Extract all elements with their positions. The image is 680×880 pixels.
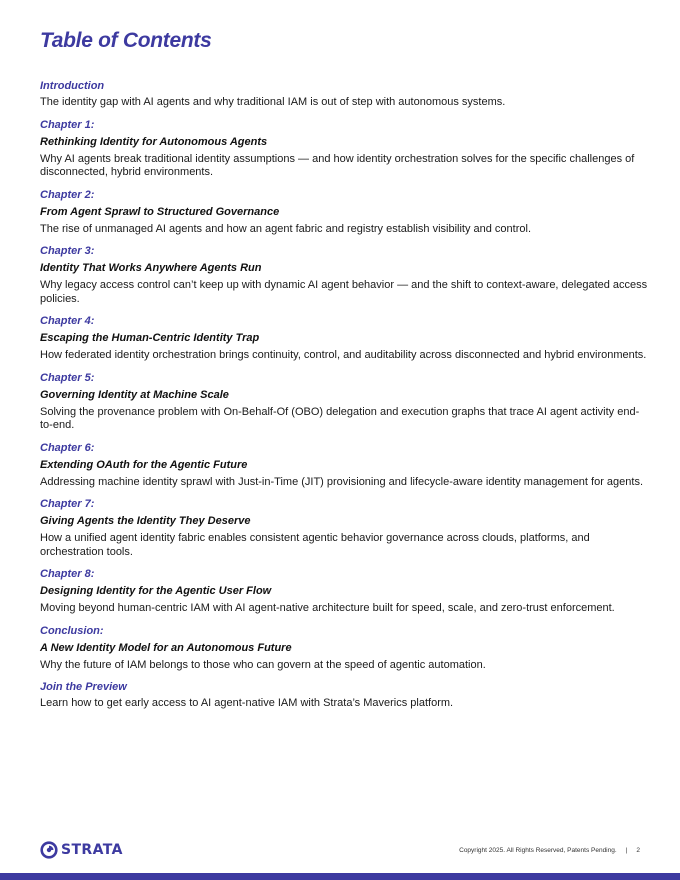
strata-logo [40, 840, 123, 860]
toc-entry-chapter-2 [40, 188, 650, 237]
footer-meta [459, 847, 640, 854]
toc-entry-heading: Identity That Works Anywhere Agents Run [40, 262, 262, 274]
toc-entry-description: The rise of unmanaged AI agents and how an agent fabric and registry establish visibility and control. [40, 222, 532, 235]
toc-entry-heading: A New Identity Model for an Autonomous Future [40, 641, 292, 654]
toc-entry-description: How federated identity orchestration brings continuity, control, and auditability across disconnected and hybrid environments. [40, 349, 647, 361]
toc-entry-chapter-6 [40, 441, 650, 490]
toc-entry-label: Chapter 3: [40, 245, 95, 257]
copyright-text: Copyright 2025. All Rights Reserved, Patents Pending. [459, 847, 617, 854]
toc-entry-description: Why the future of IAM belongs to those who can govern at the speed of agentic automation. [40, 658, 486, 671]
toc-entry-chapter-1 [40, 118, 650, 180]
toc-entry-description: Addressing machine identity sprawl with Just-in-Time (JIT) provisioning and lifecycle-aware identity management for agents. [40, 475, 644, 488]
toc-entry-label: Chapter 7: [40, 498, 95, 510]
toc-entry-description: How a unified agent identity fabric enables consistent agentic behavior governance across clouds, platforms, and orchestration tools. [40, 532, 590, 558]
toc-entry-chapter-7 [40, 497, 650, 559]
toc-entry-heading: Extending OAuth for the Agentic Future [40, 458, 248, 471]
toc-entry-label: Chapter 8: [40, 568, 95, 580]
toc-entry-heading: From Agent Sprawl to Structured Governance [40, 205, 280, 218]
toc-entry-description: Moving beyond human-centric IAM with AI agent-native architecture built for speed, scale, and zero-trust enforcement. [40, 602, 615, 614]
toc-entry-label: Chapter 6: [40, 441, 95, 454]
toc-entry-heading: Rethinking Identity for Autonomous Agents [40, 135, 268, 148]
toc-entry-label: Chapter 4: [40, 315, 95, 327]
toc-entry-label: Chapter 1: [40, 118, 95, 131]
toc-entry-introduction [40, 79, 650, 110]
page-title: Table of Contents [40, 29, 212, 52]
toc-entry-label: Chapter 5: [40, 371, 95, 384]
page-number: 2 [636, 847, 640, 854]
toc-entry-chapter-3 [40, 244, 650, 306]
toc-entry-label: Conclusion: [40, 624, 104, 637]
toc-entry-join-preview [40, 680, 650, 711]
toc-entry-description: Solving the provenance problem with On-Behalf-Of (OBO) delegation and execution graphs that trace AI agent activity end-to-end. [40, 405, 640, 431]
footer-separator: | [625, 847, 628, 854]
toc-entry-heading: Designing Identity for the Agentic User Flow [40, 585, 272, 597]
toc-entry-description: Learn how to get early access to AI agent-native IAM with Strata’s Maverics platform. [40, 697, 454, 709]
logo-text: STRATA [61, 842, 123, 858]
toc-entry-label: Introduction [40, 80, 105, 92]
bottom-accent-bar [0, 873, 680, 880]
toc-list [40, 79, 650, 719]
toc-entry-label: Chapter 2: [40, 188, 95, 201]
toc-entry-description: Why legacy access control can’t keep up with dynamic AI agent behavior — and the shift to context-aware, delegated access policies. [40, 279, 648, 305]
toc-entry-chapter-4 [40, 314, 650, 363]
toc-entry-description: The identity gap with AI agents and why traditional IAM is out of step with autonomous systems. [40, 96, 506, 108]
toc-entry-heading: Giving Agents the Identity They Deserve [40, 515, 251, 527]
toc-entry-chapter-8 [40, 567, 650, 616]
toc-entry-heading: Governing Identity at Machine Scale [40, 388, 229, 401]
strata-logo-icon [40, 841, 58, 859]
toc-entry-chapter-5 [40, 371, 650, 433]
toc-entry-description: Why AI agents break traditional identity assumptions — and how identity orchestration solves for the specific challenges of disconnected, hybrid environments. [40, 152, 635, 178]
toc-entry-heading: Escaping the Human-Centric Identity Trap [40, 332, 260, 344]
toc-entry-conclusion [40, 624, 650, 673]
toc-entry-label: Join the Preview [40, 681, 127, 693]
